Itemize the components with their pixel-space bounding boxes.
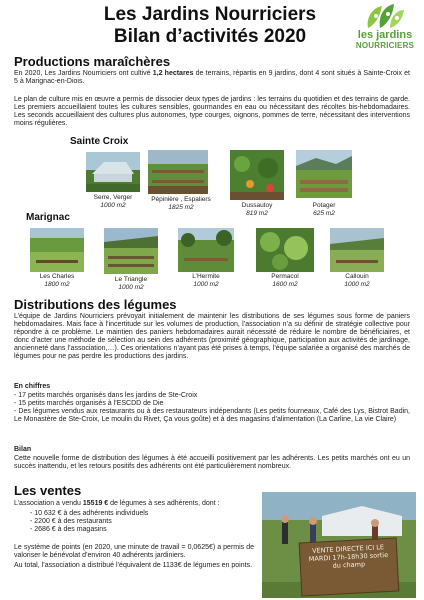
ventes-item: - 2200 € à des restaurants <box>30 518 112 526</box>
figures-list <box>14 392 410 424</box>
figures-heading: En chiffres <box>14 383 51 390</box>
section-heading-distributions: Distributions des légumes <box>14 297 177 312</box>
site-label-sainte-croix: Sainte Croix <box>70 136 129 147</box>
garden-caption-potager: Potager 625 m2 <box>312 202 336 217</box>
market-sign-text: VENTE DIRECTE ICI LE MARDI 17h-18h30 sortie du champ <box>308 543 389 570</box>
bilan-heading: Bilan <box>14 446 32 453</box>
garden-caption-pepiniere-espaliers: Pépinière , Espaliers 1825 m2 <box>151 196 211 211</box>
figures-item: - Des légumes vendus aux restaurants ou à des restaurateurs indépendants (Les petits fourneaux, Café des Lys, Bistrot Badin, Le Monastère de Ste-Croix, Le moulin du Rivet, Ça vous goûte) et à des magasins d’alimentation (La Carline, La vie Claire) <box>14 408 410 424</box>
figures-item: - 17 petits marchés organisés dans les jardins de Ste-Croix <box>14 392 198 399</box>
ventes-points-paragraph: Le système de points (en 2020, une minute de travail = 0,0625€) a permis de valoriser le bénévolat d’environ 40 adhérents jardiniers. <box>14 544 254 560</box>
figures-item: - 15 petits marchés organisés à l’ESCDD de Die <box>14 400 164 408</box>
logo-text-line-2: NOURRICIERS <box>355 41 415 50</box>
garden-photo-dussautoy <box>230 150 284 200</box>
market-sign <box>299 537 400 596</box>
distributions-paragraph: L’équipe de Jardins Nourriciers prévoyait initialement de maintenir les distributions de ses légumes sous forme de paniers hebdomadaires. Mais face à l’incertitude sur les volumes de production, l’association n’a su définir de stratégie collective pour répondre à ce problème. Le maintien des paniers hebdomadaires aurait nécessité de réduire le nombre de bénéficiaires, et donc d’acter une méthode de sélection au sein des adhérents (proximité géographique, participation aux activités de jardinage, ancienneté dans l’association,…). Ces orientations n’ayant pas été prises à temps, l’équipe salariée a organisé des marchés de légumes pour ne pas perdre les productions des jardins. <box>14 313 410 361</box>
garden-photo-les-charles <box>30 228 84 272</box>
garden-caption-l-hermite: L’Hermite 1000 m2 <box>192 273 220 288</box>
garden-photo-callouin <box>330 228 384 272</box>
garden-caption-le-triangle: Le Triangle 1000 m2 <box>114 276 148 291</box>
ventes-item: - 2686 € à des magasins <box>30 526 107 534</box>
production-paragraph-1: En 2020, Les Jardins Nourriciers ont cultivé 1,2 hectares de terrains, répartis en 9 jardins, dont 4 sont situés à Sainte-Croix et 5 à Marignac-en-Diois. <box>14 70 410 86</box>
garden-caption-callouin: Callouin 1000 m2 <box>344 273 370 288</box>
garden-caption-permacol: Permacol 1600 m2 <box>271 273 299 288</box>
section-heading-production: Productions maraîchères <box>14 54 171 69</box>
bilan-paragraph: Cette nouvelle forme de distribution des légumes à été accueilli positivement par les adhérents. Les petits marchés ont eu un succès inattendu, et les retours positifs des adhérents ont été particulièrement nombreux. <box>14 455 410 471</box>
page-title <box>70 4 350 48</box>
title-line-2: Bilan d’activités 2020 <box>113 26 307 47</box>
garden-photo-potager <box>296 150 352 198</box>
site-label-marignac: Marignac <box>26 212 70 223</box>
title-line-1: Les Jardins Nourriciers <box>103 4 317 25</box>
garden-photo-serre-verger <box>86 152 140 192</box>
ventes-list <box>30 510 270 534</box>
garden-photo-permacol <box>256 228 314 272</box>
garden-caption-les-charles: Les Charles 1800 m2 <box>39 273 75 288</box>
ventes-total-points-paragraph: Au total, l’association a distribué l’équivalent de 1133€ de légumes en points. <box>14 562 253 569</box>
garden-caption-dussautoy: Dussautoy 819 m2 <box>241 202 273 217</box>
ventes-item: - 10 632 € à des adhérents individuels <box>30 510 149 517</box>
garden-photo-pepiniere-espaliers <box>148 150 208 194</box>
production-paragraph-2: Le plan de culture mis en œuvre a permis de dissocier deux types de jardins : les terrains du quotidien et des terrains de garde. Les premiers accueillaient toutes les cultures sensibles, gourmandes en eau ou nécessitant des récoltes bis-hebdomadaires. Les seconds accueillaient des cultures plus autonomes, type courges, oignons, pommes de terre, nécessitant des interventions moins régulières. <box>14 96 410 128</box>
section-heading-ventes: Les ventes <box>14 483 82 498</box>
production-area: 1,2 hectares <box>152 70 194 77</box>
garden-photo-l-hermite <box>178 228 234 272</box>
logo-leaves-icon <box>364 2 406 30</box>
ventes-total: 15519 € <box>82 500 109 507</box>
garden-caption-serre-verger: Serre, Verger 1000 m2 <box>93 194 133 209</box>
garden-photo-le-triangle <box>104 228 158 274</box>
ventes-intro: L’association a vendu 15519 € de légumes à ses adhérents, dont : <box>14 500 220 507</box>
logo <box>352 2 418 52</box>
logo-text-line-1: les jardins <box>357 29 413 41</box>
